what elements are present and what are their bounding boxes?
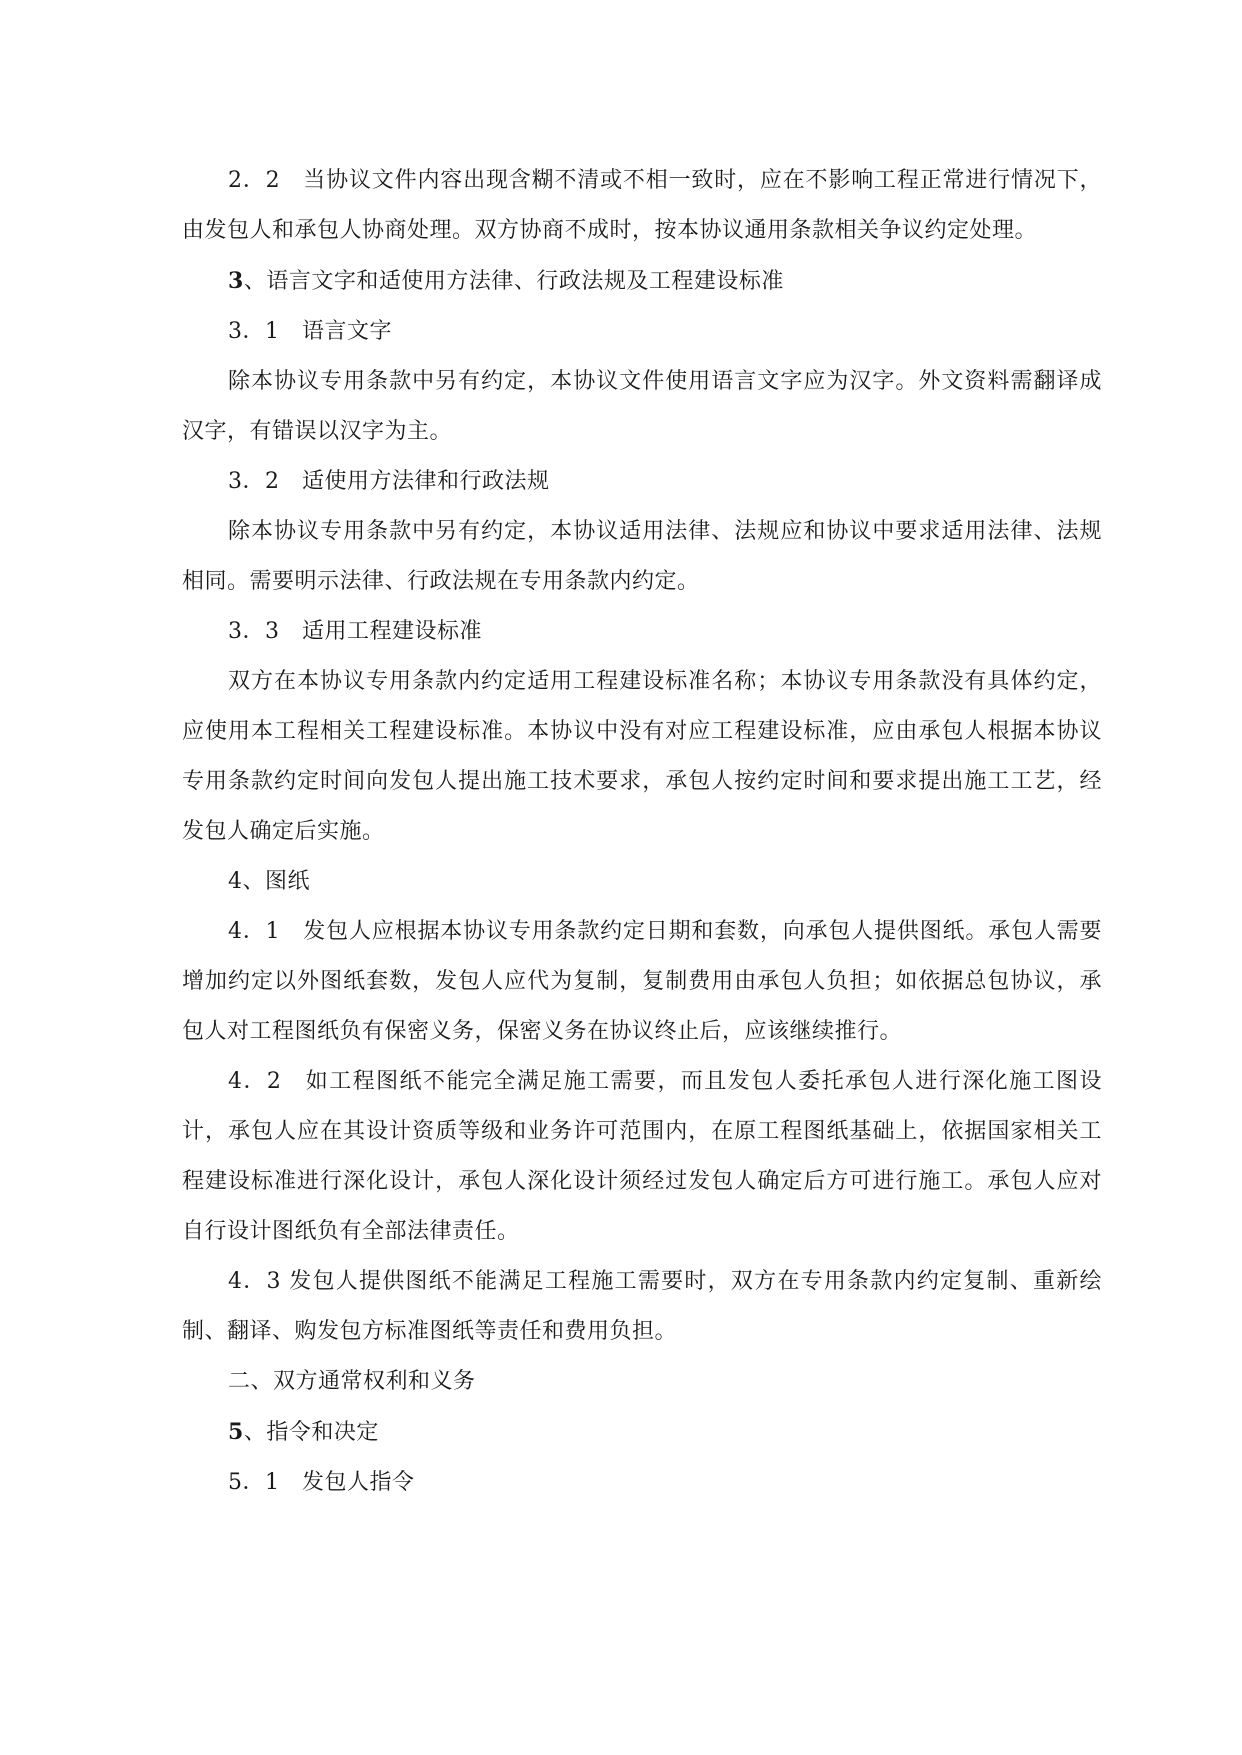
- clause-4-2: 4．2 如工程图纸不能完全满足施工需要，而且发包人委托承包人进行深化施工图设计，承包人应在其设计资质等级和业务许可范围内，在原工程图纸基础上，依据国家相关工程建设标准进行深化设计，承包人深化设计须经过发包人确定后方可进行施工。承包人应对自行设计图纸负有全部法律责任。: [182, 1069, 1102, 1244]
- section-3-number: 3: [228, 268, 244, 294]
- section-3-title: 、语言文字和适使用方法律、行政法规及工程建设标准: [243, 269, 784, 294]
- clause-2-2: 2．2 当协议文件内容出现含糊不清或不相一致时，应在不影响工程正常进行情况下，由发包人和承包人协商处理。双方协商不成时，按本协议通用条款相关争议约定处理。: [182, 168, 1102, 243]
- section-3-heading: [182, 256, 1102, 307]
- document-body: [182, 156, 1102, 1508]
- section-5-number: 5: [228, 1419, 244, 1445]
- clause-4-1: 4．1 发包人应根据本协议专用条款约定日期和套数，向承包人提供图纸。承包人需要增加约定以外图纸套数，发包人应代为复制，复制费用由承包人负担；如依据总包协议，承包人对工程图纸负有保密义务，保密义务在协议终止后，应该继续推行。: [182, 919, 1102, 1044]
- clause-3-1-body: 除本协议专用条款中另有约定，本协议文件使用语言文字应为汉字。外文资料需翻译成汉字，有错误以汉字为主。: [182, 369, 1102, 444]
- clause-4-3: 4．3 发包人提供图纸不能满足工程施工需要时，双方在专用条款内约定复制、重新绘制、翻译、购发包方标准图纸等责任和费用负担。: [182, 1269, 1102, 1344]
- section-4-heading: 4、图纸: [228, 869, 310, 894]
- clause-3-1-title: 3．1 语言文字: [228, 319, 392, 344]
- section-5-heading: [182, 1407, 1102, 1458]
- clause-3-2-title: 3．2 适使用方法律和行政法规: [228, 469, 550, 494]
- section-5-title: 、指令和决定: [243, 1420, 379, 1445]
- chapter-2-heading: 二、双方通常权利和义务: [228, 1369, 476, 1394]
- clause-3-3-title: 3．3 适用工程建设标准: [228, 619, 482, 644]
- clause-3-3-body: 双方在本协议专用条款内约定适用工程建设标准名称；本协议专用条款没有具体约定，应使用本工程相关工程建设标准。本协议中没有对应工程建设标准，应由承包人根据本协议专用条款约定时间向发包人提出施工技术要求，承包人按约定时间和要求提出施工工艺，经发包人确定后实施。: [182, 669, 1102, 844]
- clause-5-1-title: 5．1 发包人指令: [228, 1470, 415, 1495]
- clause-3-2-body: 除本协议专用条款中另有约定，本协议适用法律、法规应和协议中要求适用法律、法规相同。需要明示法律、行政法规在专用条款内约定。: [182, 519, 1102, 594]
